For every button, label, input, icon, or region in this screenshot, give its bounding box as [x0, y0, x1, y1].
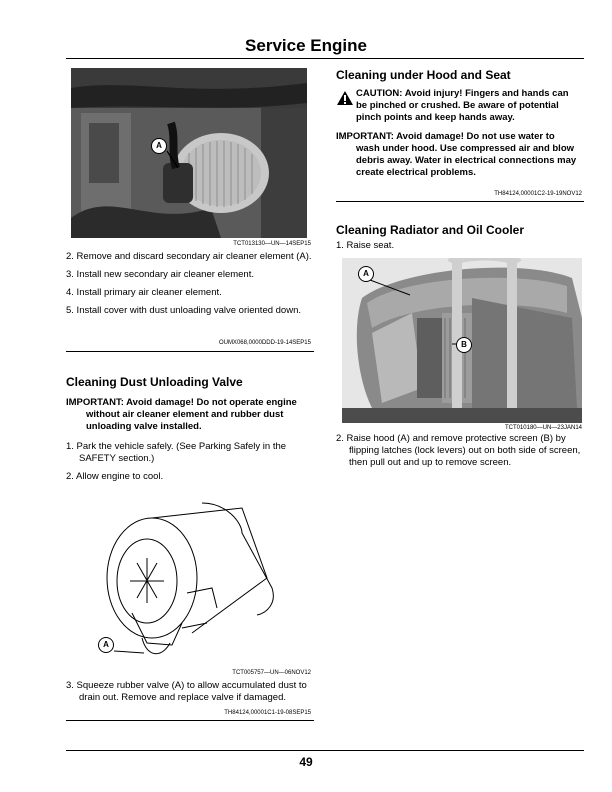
- page-title: Service Engine: [245, 36, 367, 55]
- list-item: 2. Raise hood (A) and remove protective screen (B) by flipping latches (lock levers) out on both side of screen, then pull out and up to remove screen.: [336, 433, 581, 468]
- list-item: 4. Install primary air cleaner element.: [66, 287, 222, 298]
- callout-a: A: [98, 637, 114, 653]
- list-item: 3. Squeeze rubber valve (A) to allow accumulated dust to drain out. Remove and replace valve if damaged.: [66, 680, 307, 703]
- section-rule: [66, 720, 314, 721]
- figure-code: TCT013130—UN—14SEP15: [233, 241, 311, 247]
- caution-note: [356, 88, 584, 124]
- important-note: [336, 131, 584, 179]
- figure-code: TCT005757—UN—06NOV12: [232, 670, 311, 676]
- figure-code: TCT010180—UN—23JAN14: [504, 425, 582, 431]
- callout-a: A: [358, 266, 374, 282]
- important-lead: IMPORTANT: Avoid damage! Do not operate engine: [66, 397, 297, 408]
- important-note: [66, 397, 314, 433]
- callout-b: B: [456, 337, 472, 353]
- air-cleaner-engine-photo: [71, 68, 307, 238]
- important-rest: wash under hood. Use compressed air and blow debris away. Water in electrical connections may create electrical problems.: [356, 143, 577, 178]
- list-item: 2. Remove and discard secondary air cleaner element (A).: [66, 251, 312, 262]
- section-heading: Cleaning Dust Unloading Valve: [66, 375, 243, 389]
- steps-list: [336, 240, 584, 258]
- reference-code: TH84124,00001C2-19-19NOV12: [494, 191, 582, 197]
- section-rule: [66, 351, 314, 352]
- list-item: 5. Install cover with dust unloading valve oriented down.: [66, 305, 301, 316]
- dust-valve-drawing: [92, 493, 282, 665]
- list-item: 3. Install new secondary air cleaner element.: [66, 269, 254, 280]
- reference-code: TH84124,00001C1-19-08SEP15: [224, 710, 311, 716]
- hood-screen-photo: [342, 258, 582, 423]
- steps-list: [66, 251, 314, 323]
- footer-rule: [66, 750, 584, 751]
- section-rule: [336, 201, 584, 202]
- caution-rest: be pinched or crushed. Be aware of potential pinch points and keep hands away.: [356, 100, 559, 123]
- caution-lead: CAUTION: Avoid injury! Fingers and hands can: [356, 88, 569, 99]
- section-heading: Cleaning Radiator and Oil Cooler: [336, 223, 525, 237]
- important-lead: IMPORTANT: Avoid damage! Do not use water to: [336, 131, 555, 142]
- important-rest: without air cleaner element and rubber dust unloading valve installed.: [86, 409, 284, 432]
- callout-a: A: [151, 138, 167, 154]
- warning-triangle-icon: [336, 90, 354, 106]
- title-rule: [66, 58, 584, 59]
- section-heading: Cleaning under Hood and Seat: [336, 68, 511, 82]
- list-item: 1. Park the vehicle safely. (See Parking Safely in the SAFETY section.): [66, 441, 287, 464]
- list-item: 2. Allow engine to cool.: [66, 471, 164, 482]
- list-item: 1. Raise seat.: [336, 240, 395, 251]
- steps-list: [336, 433, 584, 475]
- steps-list: [66, 680, 314, 710]
- reference-code: OUMX068,0000DDD-19-14SEP15: [218, 340, 311, 346]
- page-number: 49: [299, 755, 313, 769]
- steps-list: [66, 441, 314, 489]
